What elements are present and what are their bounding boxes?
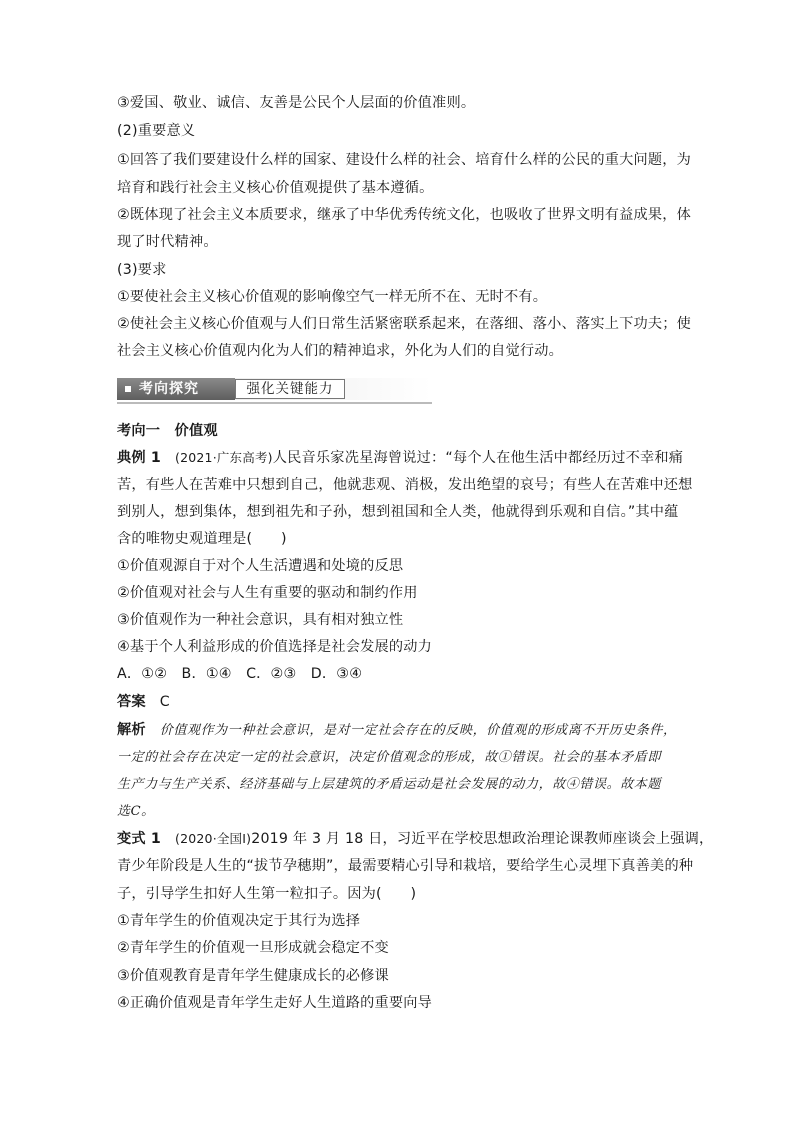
variant-option-4: ④正确价值观是青年学生走好人生道路的重要向导	[117, 995, 433, 1011]
example-label: 典例 1	[117, 450, 161, 466]
intro-line-10: 社会主义核心价值观内化为人们的精神追求，外化为人们的自觉行动。	[117, 343, 564, 359]
variant-line-3: 子，引导学生扣好人生第一粒扣子。因为( )	[117, 886, 417, 902]
example-text-1: 人民音乐家冼星海曾说过：“每个人在他生活中都经历过不幸和痛	[272, 450, 684, 466]
example-answer	[117, 692, 170, 712]
analysis-label: 解析	[117, 722, 146, 738]
banner-subtitle: 强化关键能力	[235, 379, 345, 399]
variant-line-1	[117, 829, 713, 849]
variant-option-2: ②青年学生的价值观一旦形成就会稳定不变	[117, 940, 389, 956]
intro-line-3: ①回答了我们要建设什么样的国家、建设什么样的社会、培育什么样的公民的重大问题，为	[117, 152, 692, 168]
example-option-4: ④基于个人利益形成的价值选择是社会发展的动力	[117, 639, 433, 655]
answer-label: 答案	[117, 694, 146, 710]
subheading-requirements: (3)要求	[117, 262, 167, 278]
analysis-line-2: 一定的社会存在决定一定的社会意识，决定价值观念的形成，故①错误。社会的基本矛盾即	[117, 750, 662, 765]
banner-square-icon	[125, 386, 131, 392]
example-choices: A．①② B．①④ C．②③ D．③④	[117, 666, 363, 682]
section-banner	[117, 378, 432, 404]
intro-line-9: ②使社会主义核心价值观与人们日常生活紧密联系起来，在落细、落小、落实上下功夫；使	[117, 316, 692, 332]
example-option-2: ②价值观对社会与人生有重要的驱动和制约作用	[117, 585, 418, 601]
analysis-line-1	[117, 720, 677, 741]
subheading-significance: (2)重要意义	[117, 123, 196, 139]
example-line-2: 苦，有些人在苦难中只想到自己，他就悲观、消极，发出绝望的哀号；有些人在苦难中还想	[117, 477, 693, 493]
example-line-3: 到别人，想到集体，想到祖先和子孙，想到祖国和全人类，他就得到乐观和自信。”其中蕴	[117, 504, 679, 520]
section-title: 考向一 价值观	[117, 423, 218, 439]
variant-text-1: 2019 年 3 月 18 日，习近平在学校思想政治理论课教师座谈会上强调，	[251, 831, 714, 847]
analysis-line-3: 生产力与生产关系、经济基础与上层建筑的矛盾运动是社会发展的动力，故④错误。故本题	[117, 777, 662, 792]
example-option-1: ①价值观源自于对个人生活遭遇和处境的反思	[117, 558, 404, 574]
intro-line-4: 培育和践行社会主义核心价值观提供了基本遵循。	[117, 180, 434, 196]
analysis-line-4: 选C。	[117, 804, 155, 819]
example-line-1	[117, 448, 683, 468]
banner-title: 考向探究	[139, 381, 199, 397]
variant-label: 变式 1	[117, 831, 161, 847]
answer-value: C	[159, 694, 170, 710]
intro-line-1: ③爱国、敬业、诚信、友善是公民个人层面的价值准则。	[117, 95, 476, 111]
variant-line-2: 青少年阶段是人生的“拔节孕穗期”，最需要精心引导和栽培，要给学生心灵埋下真善美的种	[117, 858, 694, 874]
intro-line-8: ①要使社会主义核心价值观的影响像空气一样无所不在、无时不有。	[117, 289, 548, 305]
variant-source: (2020·全国Ⅰ)	[175, 831, 252, 846]
example-source: (2021·广东高考)	[175, 450, 273, 465]
variant-option-1: ①青年学生的价值观决定于其行为选择	[117, 913, 361, 929]
intro-line-5: ②既体现了社会主义本质要求，继承了中华优秀传统文化，也吸收了世界文明有益成果，体	[117, 207, 692, 223]
analysis-text-1: 价值观作为一种社会意识，是对一定社会存在的反映，价值观的形成离不开历史条件，	[159, 723, 677, 738]
intro-line-6: 现了时代精神。	[117, 234, 218, 250]
example-line-4: 含的唯物史观道理是( )	[117, 531, 287, 547]
variant-option-3: ③价值观教育是青年学生健康成长的必修课	[117, 968, 389, 984]
example-option-3: ③价值观作为一种社会意识，具有相对独立性	[117, 612, 404, 628]
